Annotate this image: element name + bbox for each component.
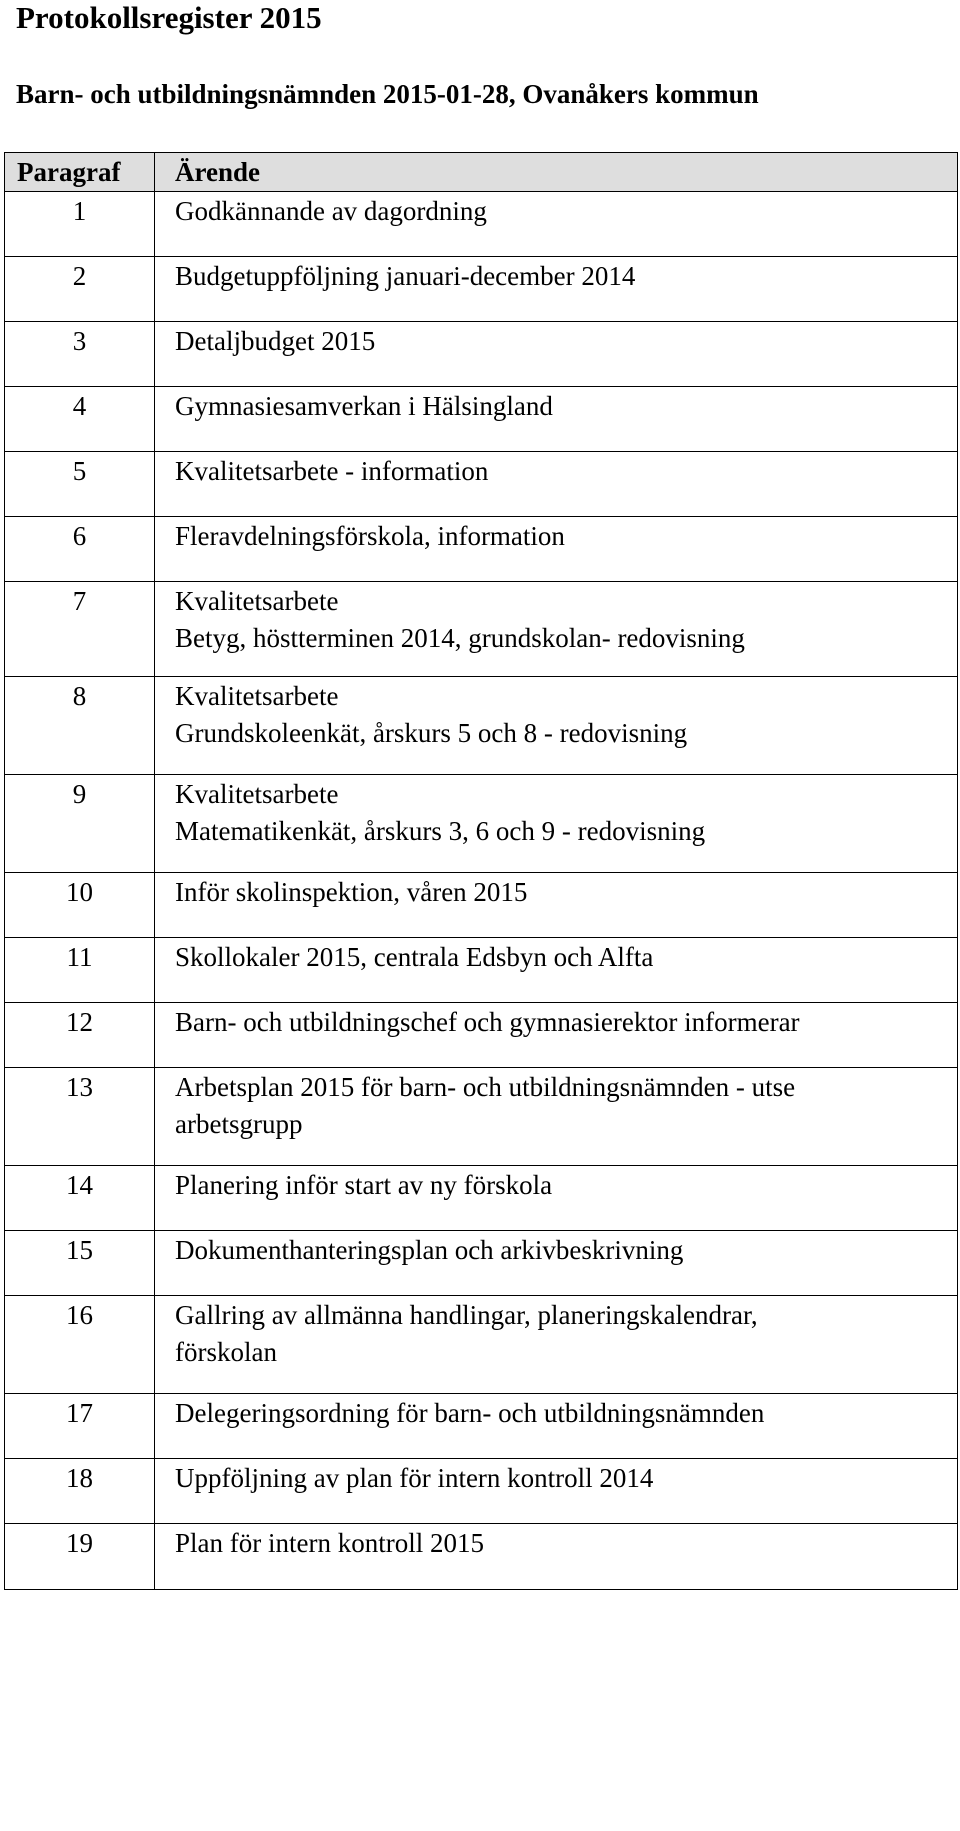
paragraf-number: 15 [5, 1231, 155, 1296]
table-row [5, 452, 958, 517]
arende-cell [155, 1524, 958, 1590]
table-row [5, 873, 958, 938]
arende-text: Gallring av allmänna handlingar, planeringskalendrar, [175, 1300, 758, 1330]
arende-text: Betyg, höstterminen 2014, grundskolan- redovisning [175, 623, 745, 653]
arende-cell [155, 1003, 958, 1068]
table-row [5, 938, 958, 1003]
arende-cell [155, 677, 958, 775]
arende-cell [155, 938, 958, 1003]
arende-text: arbetsgrupp [175, 1109, 303, 1139]
arende-cell [155, 1068, 958, 1166]
arende-text: Barn- och utbildningschef och gymnasierektor informerar [175, 1007, 800, 1037]
arende-text: Uppföljning av plan för intern kontroll 2014 [175, 1463, 654, 1493]
arende-text: Dokumenthanteringsplan och arkivbeskrivning [175, 1235, 684, 1265]
arende-text: Godkännande av dagordning [175, 196, 487, 226]
arende-cell [155, 1459, 958, 1524]
paragraf-number: 14 [5, 1166, 155, 1231]
arende-cell [155, 582, 958, 677]
arende-text: Inför skolinspektion, våren 2015 [175, 877, 528, 907]
arende-text: Kvalitetsarbete [175, 586, 339, 616]
arende-text: Skollokaler 2015, centrala Edsbyn och Alfta [175, 942, 654, 972]
arende-cell [155, 1231, 958, 1296]
arende-text: Matematikenkät, årskurs 3, 6 och 9 - redovisning [175, 816, 706, 846]
table-body [5, 192, 958, 1590]
table-row [5, 1459, 958, 1524]
table-row [5, 1068, 958, 1166]
table-header-row [5, 153, 958, 192]
arende-cell [155, 1394, 958, 1459]
protocol-register-table [4, 152, 958, 1590]
arende-text: Plan för intern kontroll 2015 [175, 1528, 484, 1558]
arende-cell [155, 322, 958, 387]
table-row [5, 582, 958, 677]
arende-text: Kvalitetsarbete [175, 779, 339, 809]
arende-text: Gymnasiesamverkan i Hälsingland [175, 391, 553, 421]
arende-cell [155, 517, 958, 582]
arende-cell [155, 452, 958, 517]
table-row [5, 775, 958, 873]
paragraf-number: 5 [5, 452, 155, 517]
table-row [5, 677, 958, 775]
table-row [5, 1003, 958, 1068]
table-row [5, 257, 958, 322]
table-row [5, 1231, 958, 1296]
arende-cell [155, 1296, 958, 1394]
arende-text: Arbetsplan 2015 för barn- och utbildningsnämnden - utse [175, 1072, 796, 1102]
arende-text: Kvalitetsarbete - information [175, 456, 489, 486]
paragraf-number: 13 [5, 1068, 155, 1166]
table-row [5, 387, 958, 452]
document-title: Protokollsregister 2015 [16, 0, 322, 35]
paragraf-number: 8 [5, 677, 155, 775]
paragraf-number: 9 [5, 775, 155, 873]
paragraf-number: 11 [5, 938, 155, 1003]
arende-text: Fleravdelningsförskola, information [175, 521, 565, 551]
table-row [5, 1166, 958, 1231]
paragraf-number: 6 [5, 517, 155, 582]
table-row [5, 322, 958, 387]
column-header-paragraf: Paragraf [5, 153, 155, 192]
arende-text: Delegeringsordning för barn- och utbildningsnämnden [175, 1398, 765, 1428]
table-row [5, 1296, 958, 1394]
paragraf-number: 4 [5, 387, 155, 452]
paragraf-number: 3 [5, 322, 155, 387]
paragraf-number: 10 [5, 873, 155, 938]
arende-cell [155, 1166, 958, 1231]
paragraf-number: 16 [5, 1296, 155, 1394]
document-subtitle: Barn- och utbildningsnämnden 2015-01-28, Ovanåkers kommun [16, 79, 759, 109]
arende-cell [155, 873, 958, 938]
arende-text: Kvalitetsarbete [175, 681, 339, 711]
column-header-arende: Ärende [155, 153, 958, 192]
table-row [5, 517, 958, 582]
arende-cell [155, 257, 958, 322]
arende-text: Grundskoleenkät, årskurs 5 och 8 - redovisning [175, 718, 688, 748]
arende-cell [155, 775, 958, 873]
paragraf-number: 7 [5, 582, 155, 677]
arende-text: Budgetuppföljning januari-december 2014 [175, 261, 636, 291]
paragraf-number: 17 [5, 1394, 155, 1459]
table-row [5, 1524, 958, 1590]
paragraf-number: 12 [5, 1003, 155, 1068]
paragraf-number: 1 [5, 192, 155, 257]
paragraf-number: 19 [5, 1524, 155, 1590]
arende-text: förskolan [175, 1337, 277, 1367]
table-row [5, 192, 958, 257]
paragraf-number: 18 [5, 1459, 155, 1524]
arende-cell [155, 387, 958, 452]
table-row [5, 1394, 958, 1459]
paragraf-number: 2 [5, 257, 155, 322]
arende-text: Detaljbudget 2015 [175, 326, 376, 356]
arende-text: Planering inför start av ny förskola [175, 1170, 553, 1200]
arende-cell [155, 192, 958, 257]
